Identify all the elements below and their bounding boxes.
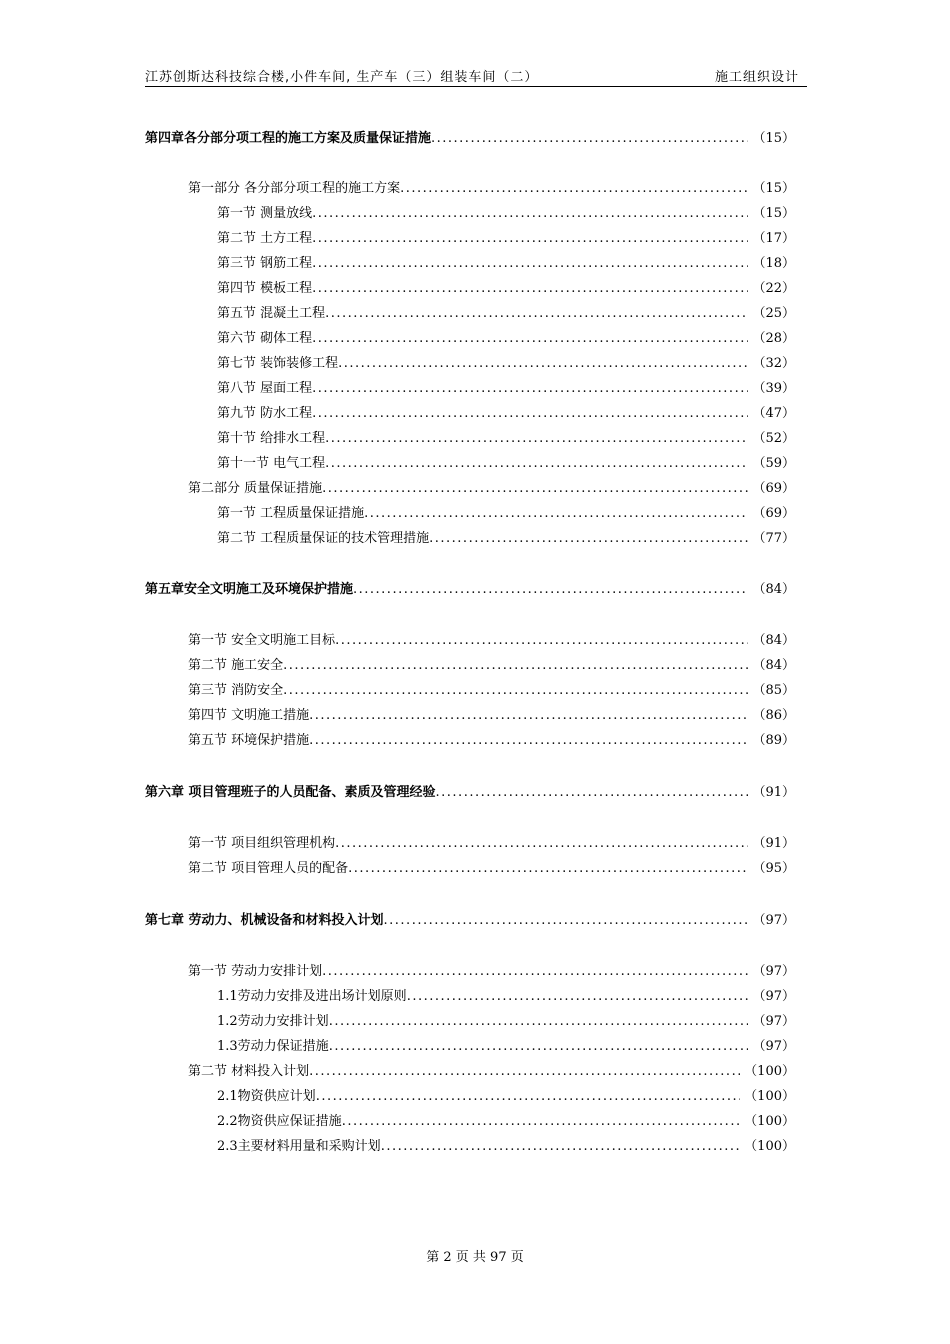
- toc-entry-title: 第七节 装饰装修工程: [217, 356, 339, 371]
- toc-entry-page: （100）: [744, 1139, 795, 1154]
- toc-entry-page: （15）: [752, 131, 795, 146]
- toc-entry: [217, 1035, 795, 1055]
- toc-entry-title: 1.1劳动力安排及进出场计划原则: [217, 989, 407, 1004]
- toc-entry: [217, 402, 795, 422]
- toc-entry-page: （52）: [752, 431, 795, 446]
- toc-leader-dots: [335, 633, 748, 648]
- toc-leader-dots: [312, 231, 748, 246]
- toc-entry-title: 第八节 屋面工程: [217, 381, 313, 396]
- toc-entry-title: 第二节 材料投入计划: [188, 1064, 310, 1079]
- toc-entry-page: （84）: [752, 658, 795, 673]
- toc-entry-page: （100）: [744, 1089, 795, 1104]
- toc-leader-dots: [431, 131, 748, 146]
- toc-entry-title: 第四章各分部分项工程的施工方案及质量保证措施: [145, 131, 432, 146]
- toc-entry-page: （59）: [752, 456, 795, 471]
- toc-entry-title: 第一节 测量放线: [217, 206, 313, 221]
- toc-leader-dots: [329, 1039, 749, 1054]
- toc-leader-dots: [338, 356, 748, 371]
- toc-entry-page: （32）: [752, 356, 795, 371]
- toc-entry-title: 第五节 环境保护措施: [188, 733, 310, 748]
- toc-leader-dots: [407, 989, 749, 1004]
- toc-entry: [188, 729, 795, 749]
- toc-entry-title: 第四节 模板工程: [217, 281, 313, 296]
- toc-entry: [145, 909, 795, 929]
- toc-entry: [217, 352, 795, 372]
- toc-entry-title: 第一节 项目组织管理机构: [188, 836, 336, 851]
- toc-leader-dots: [384, 913, 749, 928]
- toc-entry-page: （97）: [752, 913, 795, 928]
- toc-leader-dots: [283, 683, 748, 698]
- toc-entry-page: （86）: [752, 708, 795, 723]
- toc-entry-page: （25）: [752, 306, 795, 321]
- toc-entry: [217, 252, 795, 272]
- toc-entry: [217, 1010, 795, 1030]
- toc-leader-dots: [312, 381, 748, 396]
- toc-leader-dots: [325, 431, 748, 446]
- toc-entry-page: （69）: [752, 506, 795, 521]
- toc-entry: [217, 277, 795, 297]
- toc-entry: [217, 202, 795, 222]
- toc-leader-dots: [342, 1114, 740, 1129]
- toc-leader-dots: [316, 1089, 740, 1104]
- toc-leader-dots: [322, 481, 748, 496]
- toc-leader-dots: [283, 658, 748, 673]
- toc-leader-dots: [312, 256, 748, 271]
- toc-entry-title: 第七章 劳动力、机械设备和材料投入计划: [145, 913, 384, 928]
- header-document-type: 施工组织设计: [714, 70, 799, 85]
- toc-leader-dots: [436, 785, 749, 800]
- toc-leader-dots: [325, 456, 748, 471]
- toc-entry-page: （95）: [752, 861, 795, 876]
- toc-entry-title: 第三节 钢筋工程: [217, 256, 313, 271]
- toc-leader-dots: [400, 181, 748, 196]
- toc-leader-dots: [335, 836, 748, 851]
- toc-leader-dots: [325, 306, 748, 321]
- toc-entry: [217, 452, 795, 472]
- toc-entry-title: 第五章安全文明施工及环境保护措施: [145, 582, 354, 597]
- toc-entry-title: 2.2物资供应保证措施: [217, 1114, 342, 1129]
- toc-entry-title: 第二节 施工安全: [188, 658, 284, 673]
- toc-entry-page: （47）: [752, 406, 795, 421]
- toc-leader-dots: [312, 206, 748, 221]
- toc-entry-title: 第四节 文明施工措施: [188, 708, 310, 723]
- toc-entry-title: 第五节 混凝土工程: [217, 306, 326, 321]
- toc-entry-title: 第十一节 电气工程: [217, 456, 326, 471]
- toc-entry-page: （89）: [752, 733, 795, 748]
- toc-entry-title: 第六节 砌体工程: [217, 331, 313, 346]
- toc-leader-dots: [312, 406, 748, 421]
- toc-entry-title: 第一部分 各分部分项工程的施工方案: [188, 181, 401, 196]
- toc-entry-page: （97）: [752, 989, 795, 1004]
- toc-entry: [217, 377, 795, 397]
- toc-entry-title: 第二部分 质量保证措施: [188, 481, 323, 496]
- toc-entry-title: 第二节 土方工程: [217, 231, 313, 246]
- toc-entry-page: （100）: [744, 1114, 795, 1129]
- toc-entry-page: （84）: [752, 633, 795, 648]
- toc-entry-page: （77）: [752, 531, 795, 546]
- toc-entry-title: 第一节 安全文明施工目标: [188, 633, 336, 648]
- toc-entry-page: （97）: [752, 1014, 795, 1029]
- toc-leader-dots: [329, 1014, 749, 1029]
- toc-leader-dots: [312, 331, 748, 346]
- toc-leader-dots: [312, 281, 748, 296]
- toc-entry-title: 第一节 劳动力安排计划: [188, 964, 323, 979]
- toc-entry-page: （91）: [752, 836, 795, 851]
- toc-entry: [217, 1085, 795, 1105]
- toc-entry: [217, 327, 795, 347]
- toc-entry: [188, 1060, 795, 1080]
- toc-entry-title: 第十节 给排水工程: [217, 431, 326, 446]
- toc-entry: [217, 502, 795, 522]
- toc-entry-page: （28）: [752, 331, 795, 346]
- toc-entry-page: （91）: [752, 785, 795, 800]
- toc-leader-dots: [322, 964, 748, 979]
- toc-leader-dots: [348, 861, 748, 876]
- toc-entry: [188, 679, 795, 699]
- header-project-title: 江苏创斯达科技综合楼,小件车间, 生产车（三）组装车间（二）: [145, 70, 539, 85]
- toc-entry-page: （84）: [752, 582, 795, 597]
- toc-entry-page: （100）: [744, 1064, 795, 1079]
- toc-entry-title: 第六章 项目管理班子的人员配备、素质及管理经验: [145, 785, 436, 800]
- toc-entry-page: （97）: [752, 964, 795, 979]
- toc-entry: [217, 1135, 795, 1155]
- toc-entry: [188, 857, 795, 877]
- toc-entry: [188, 704, 795, 724]
- toc-leader-dots: [364, 506, 748, 521]
- toc-entry-title: 第二节 项目管理人员的配备: [188, 861, 349, 876]
- toc-leader-dots: [429, 531, 748, 546]
- toc-entry-title: 第二节 工程质量保证的技术管理措施: [217, 531, 430, 546]
- page-footer: 第 2 页 共 97 页: [426, 1250, 524, 1265]
- toc-entry: [145, 127, 795, 147]
- toc-entry: [217, 427, 795, 447]
- toc-entry-title: 1.3劳动力保证措施: [217, 1039, 329, 1054]
- toc-entry: [145, 578, 795, 598]
- toc-leader-dots: [353, 582, 748, 597]
- toc-entry: [188, 477, 795, 497]
- toc-entry: [188, 960, 795, 980]
- toc-entry-title: 第一节 工程质量保证措施: [217, 506, 365, 521]
- toc-entry-page: （69）: [752, 481, 795, 496]
- toc-entry-page: （22）: [752, 281, 795, 296]
- toc-entry: [217, 1110, 795, 1130]
- toc-entry: [188, 654, 795, 674]
- toc-leader-dots: [309, 1064, 740, 1079]
- toc-entry-page: （15）: [752, 181, 795, 196]
- toc-entry-page: （85）: [752, 683, 795, 698]
- toc-entry: [145, 781, 795, 801]
- toc-leader-dots: [309, 733, 748, 748]
- toc-leader-dots: [309, 708, 748, 723]
- toc-entry: [217, 227, 795, 247]
- toc-entry-page: （15）: [752, 206, 795, 221]
- toc-entry: [188, 832, 795, 852]
- toc-entry: [188, 629, 795, 649]
- toc-entry-title: 2.3主要材料用量和采购计划: [217, 1139, 381, 1154]
- toc-entry-title: 第三节 消防安全: [188, 683, 284, 698]
- toc-entry-page: （18）: [752, 256, 795, 271]
- toc-leader-dots: [381, 1139, 740, 1154]
- toc-entry-page: （97）: [752, 1039, 795, 1054]
- toc-entry: [217, 985, 795, 1005]
- toc-entry-title: 1.2劳动力安排计划: [217, 1014, 329, 1029]
- toc-entry: [217, 527, 795, 547]
- toc-entry: [217, 302, 795, 322]
- toc-entry-title: 2.1物资供应计划: [217, 1089, 316, 1104]
- toc-entry-title: 第九节 防水工程: [217, 406, 313, 421]
- toc-entry: [188, 177, 795, 197]
- toc-entry-page: （39）: [752, 381, 795, 396]
- toc-entry-page: （17）: [752, 231, 795, 246]
